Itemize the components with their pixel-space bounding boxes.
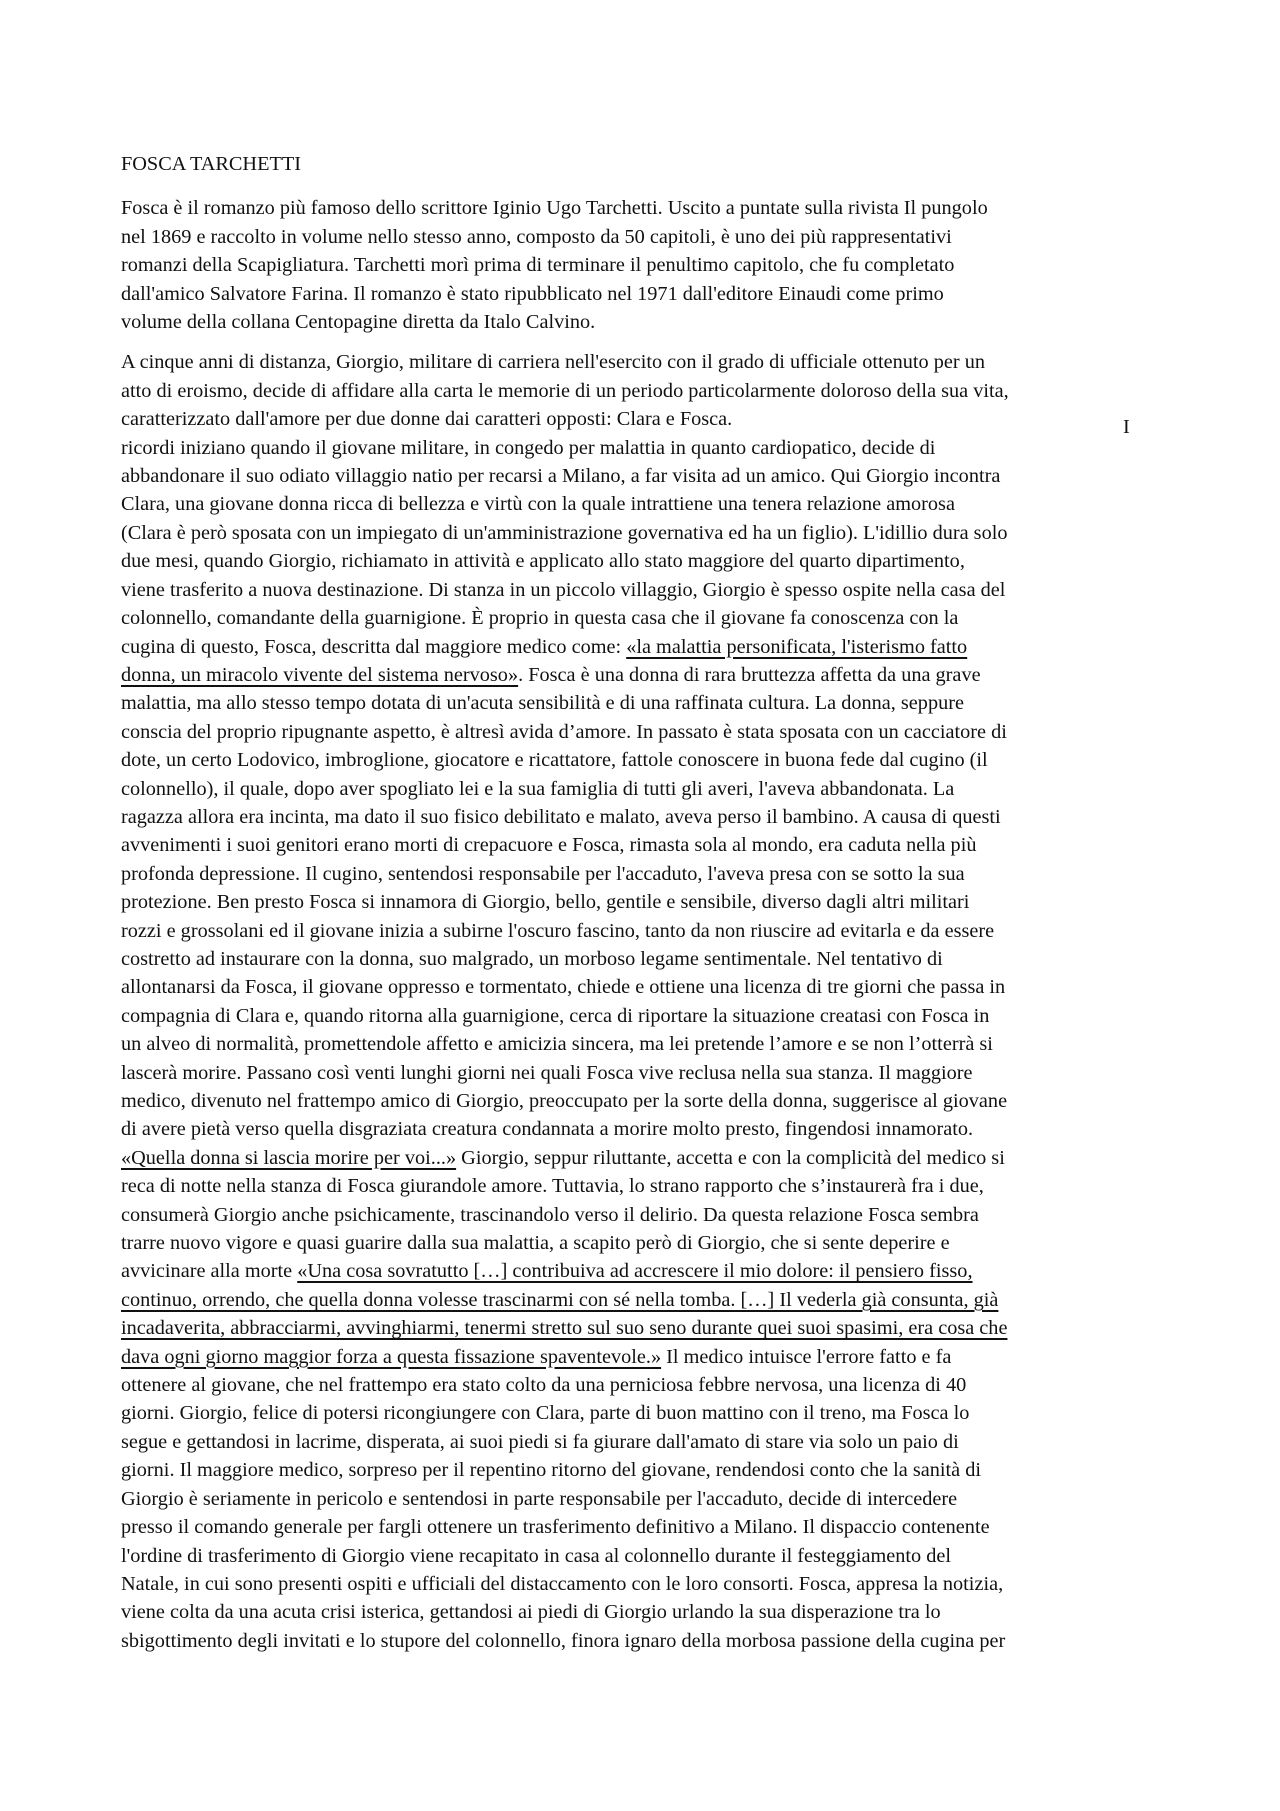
text-segment: presso il comando generale per fargli ottenere un trasferimento definitivo a Milano. Il dispaccio contenente [121, 1516, 990, 1539]
text-segment: ragazza allora era incinta, ma dato il suo fisico debilitato e malato, aveva perso il bambino. A causa di questi [121, 805, 1001, 828]
text-segment: un alveo di normalità, promettendole affetto e amicizia sincera, ma lei pretende l’amore e se non l’otterrà si [121, 1033, 993, 1056]
stray-mark: I [1123, 416, 1130, 438]
text-line [121, 1343, 1166, 1371]
quoted-underlined-text: donna, un miracolo vivente del sistema nervoso» [121, 663, 519, 686]
text-segment: colonnello), il quale, dopo aver spogliato lei e la sua famiglia di tutti gli averi, l'aveva abbandonata. La [121, 777, 955, 800]
text-segment: rozzi e grossolani ed il giovane inizia a subirne l'oscuro fascino, tanto da non riuscire ad evitarla e da essere [121, 919, 995, 942]
text-line [121, 1144, 1166, 1172]
text-segment: due mesi, quando Giorgio, richiamato in attività e applicato allo stato maggiore del quarto dipartimento, [121, 550, 965, 573]
text-segment: di avere pietà verso quella disgraziata creatura condannata a morire molto presto, fingendosi innamorato. [121, 1118, 974, 1141]
text-line [121, 251, 1166, 279]
text-line [121, 945, 1166, 973]
text-segment: Fosca è il romanzo più famoso dello scrittore Iginio Ugo Tarchetti. Uscito a puntate sulla rivista Il pungolo [121, 197, 988, 220]
text-line [121, 973, 1166, 1001]
text-segment: . Fosca è una donna di rara bruttezza affetta da una grave [518, 663, 981, 686]
text-segment: Giorgio è seriamente in pericolo e sentendosi in parte responsabile per l'accaduto, decide di intercedere [121, 1487, 958, 1510]
text-line [121, 490, 1166, 518]
text-line [121, 223, 1166, 251]
text-line [121, 519, 1166, 547]
text-line [121, 1059, 1166, 1087]
text-segment: Natale, in cui sono presenti ospiti e ufficiali del distaccamento con le loro consorti. Fosca, appresa la notizia, [121, 1572, 1004, 1595]
text-line [121, 1229, 1166, 1257]
text-line [121, 462, 1166, 490]
text-line [121, 917, 1166, 945]
text-line [121, 1371, 1166, 1399]
text-segment: romanzi della Scapigliatura. Tarchetti morì prima di terminare il penultimo capitolo, che fu completato [121, 254, 955, 277]
text-segment: nel 1869 e raccolto in volume nello stesso anno, composto da 50 capitoli, è uno dei più rappresentativi [121, 225, 952, 248]
quoted-underlined-text: incadaverita, abbracciarmi, avvinghiarmi, tenermi stretto sul suo seno durante quei suoi spasimi, era cosa che [121, 1317, 1008, 1340]
text-line [121, 1087, 1166, 1115]
text-line [121, 775, 1166, 803]
text-line [121, 280, 1166, 308]
text-line [121, 1201, 1166, 1229]
document-page [121, 150, 1166, 1667]
text-segment: Clara, una giovane donna ricca di bellezza e virtù con la quale intrattiene una tenera relazione amorosa [121, 493, 955, 516]
text-segment: ottenere al giovane, che nel frattempo era stato colto da una perniciosa febbre nervosa, una licenza di 40 [121, 1374, 967, 1397]
text-line [121, 604, 1166, 632]
text-line [121, 1115, 1166, 1143]
quoted-underlined-text: continuo, orrendo, che quella donna volesse trascinarmi con sé nella tomba. […] Il vederla già consunta, già [121, 1288, 999, 1311]
text-segment: giorni. Il maggiore medico, sorpreso per il repentino ritorno del giovane, rendendosi conto che la sanità di [121, 1459, 982, 1482]
text-segment: profonda depressione. Il cugino, sentendosi responsabile per l'accaduto, l'aveva presa con se sotto la sua [121, 862, 965, 885]
text-segment: atto di eroismo, decide di affidare alla carta le memorie di un periodo particolarmente doloroso della sua vita, [121, 379, 1009, 402]
text-segment: medico, divenuto nel frattempo amico di Giorgio, preoccupato per la sorte della donna, suggerisce al giovane [121, 1090, 1008, 1112]
text-line [121, 746, 1166, 774]
text-segment: A cinque anni di distanza, Giorgio, militare di carriera nell'esercito con il grado di ufficiale ottenuto per un [121, 351, 986, 374]
text-line [121, 1542, 1166, 1570]
text-line [121, 1314, 1166, 1342]
text-line [121, 1399, 1166, 1427]
text-segment: dote, un certo Lodovico, imbroglione, giocatore e ricattatore, fattole conoscere in buona fede dal cugino (il [121, 749, 988, 772]
text-segment: dall'amico Salvatore Farina. Il romanzo è stato ripubblicato nel 1971 dall'editore Einaudi come primo [121, 282, 944, 305]
text-line [121, 547, 1166, 575]
text-segment: abbandonare il suo odiato villaggio natio per recarsi a Milano, a far visita ad un amico. Qui Giorgio incontra [121, 465, 1001, 488]
text-segment: costretto ad instaurare con la donna, suo malgrado, un morboso legame sentimentale. Nel tentativo di [121, 947, 943, 970]
text-segment: colonnello, comandante della guarnigione. È proprio in questa casa che il giovane fa conoscenza con la [121, 607, 959, 630]
text-line [121, 194, 1166, 222]
text-segment: Giorgio, seppur riluttante, accetta e con la complicità del medico si [456, 1146, 1005, 1169]
text-line [121, 1030, 1166, 1058]
text-segment: sbigottimento degli invitati e lo stupore del colonnello, finora ignaro della morbosa passione della cugina per [121, 1629, 1006, 1652]
text-line [121, 1002, 1166, 1030]
text-line [121, 888, 1166, 916]
document-title: FOSCA TARCHETTI [121, 153, 301, 175]
paragraph [121, 348, 1166, 1655]
text-segment: lascerà morire. Passano così venti lunghi giorni nei quali Fosca vive reclusa nella sua stanza. Il maggiore [121, 1061, 973, 1084]
text-line [121, 661, 1166, 689]
text-line [121, 1598, 1166, 1626]
text-line [121, 1456, 1166, 1484]
text-line [121, 308, 1166, 336]
text-line [121, 576, 1166, 604]
text-line [121, 434, 1166, 462]
text-segment: giorni. Giorgio, felice di potersi ricongiungere con Clara, parte di buon mattino con il treno, ma Fosca lo [121, 1402, 970, 1425]
text-line [121, 689, 1166, 717]
text-segment: ricordi iniziano quando il giovane militare, in congedo per malattia in quanto cardiopatico, decide di [121, 436, 936, 459]
text-line [121, 405, 1166, 433]
text-segment: volume della collana Centopagine diretta da Italo Calvino. [121, 311, 596, 334]
text-line [121, 1485, 1166, 1513]
text-line [121, 803, 1166, 831]
text-segment: avvenimenti i suoi genitori erano morti di crepacuore e Fosca, rimasta sola al mondo, era caduta nella più [121, 834, 977, 857]
document-body [121, 194, 1166, 1655]
text-segment: reca di notte nella stanza di Fosca giurandole amore. Tuttavia, lo strano rapporto che s’instaurerà fra i due, [121, 1175, 984, 1198]
text-line [121, 1627, 1166, 1655]
text-line [121, 1286, 1166, 1314]
text-line [121, 1428, 1166, 1456]
text-line [121, 1513, 1166, 1541]
quoted-underlined-text: «la malattia personificata, l'isterismo fatto [626, 635, 968, 658]
text-segment: compagnia di Clara e, quando ritorna alla guarnigione, cerca di riportare la situazione creatasi con Fosca in [121, 1004, 990, 1027]
text-segment: avvicinare alla morte [121, 1260, 298, 1283]
text-segment: cugina di questo, Fosca, descritta dal maggiore medico come: [121, 635, 627, 658]
text-line [121, 831, 1166, 859]
text-segment: allontanarsi da Fosca, il giovane oppresso e tormentato, chiede e ottiene una licenza di tre giorni che passa in [121, 976, 1006, 999]
text-line [121, 718, 1166, 746]
text-line [121, 633, 1166, 661]
text-line [121, 860, 1166, 888]
text-line [121, 1172, 1166, 1200]
quoted-underlined-text: «Una cosa sovratutto […] contribuiva ad accrescere il mio dolore: il pensiero fisso, [297, 1260, 973, 1283]
text-segment: viene colta da una acuta crisi isterica, gettandosi ai piedi di Giorgio urlando la sua disperazione tra lo [121, 1601, 941, 1624]
quoted-underlined-text: dava ogni giorno maggior forza a questa fissazione spaventevole.» [121, 1345, 662, 1368]
text-segment: trarre nuovo vigore e quasi guarire dalla sua malattia, a scapito però di Giorgio, che si sente deperire e [121, 1232, 950, 1255]
text-line [121, 377, 1166, 405]
text-segment: (Clara è però sposata con un impiegato di un'amministrazione governativa ed ha un figlio). L'idillio dura solo [121, 521, 1008, 544]
text-segment: segue e gettandosi in lacrime, disperata, ai suoi piedi si fa giurare dall'amato di stare via solo un paio di [121, 1430, 959, 1453]
quoted-underlined-text: «Quella donna si lascia morire per voi...» [121, 1146, 457, 1169]
text-line [121, 348, 1166, 376]
text-line [121, 1570, 1166, 1598]
text-segment: malattia, ma allo stesso tempo dotata di un'acuta sensibilità e di una raffinata cultura. La donna, seppure [121, 692, 964, 715]
text-segment: caratterizzato dall'amore per due donne dai caratteri opposti: Clara e Fosca. [121, 408, 733, 431]
text-segment: conscia del proprio ripugnante aspetto, è altresì avida d’amore. In passato è stata sposata con un cacciatore di [121, 720, 1007, 743]
text-line [121, 1257, 1166, 1285]
paragraph [121, 194, 1166, 336]
text-segment: consumerà Giorgio anche psichicamente, trascinandolo verso il delirio. Da questa relazione Fosca sembra [121, 1203, 979, 1226]
text-segment: Il medico intuisce l'errore fatto e fa [661, 1345, 952, 1368]
text-segment: viene trasferito a nuova destinazione. Di stanza in un piccolo villaggio, Giorgio è spesso ospite nella casa del [121, 578, 1006, 601]
text-segment: l'ordine di trasferimento di Giorgio viene recapitato in casa al colonnello durante il festeggiamento del [121, 1544, 952, 1567]
text-segment: protezione. Ben presto Fosca si innamora di Giorgio, bello, gentile e sensibile, diverso dagli altri militari [121, 891, 970, 914]
